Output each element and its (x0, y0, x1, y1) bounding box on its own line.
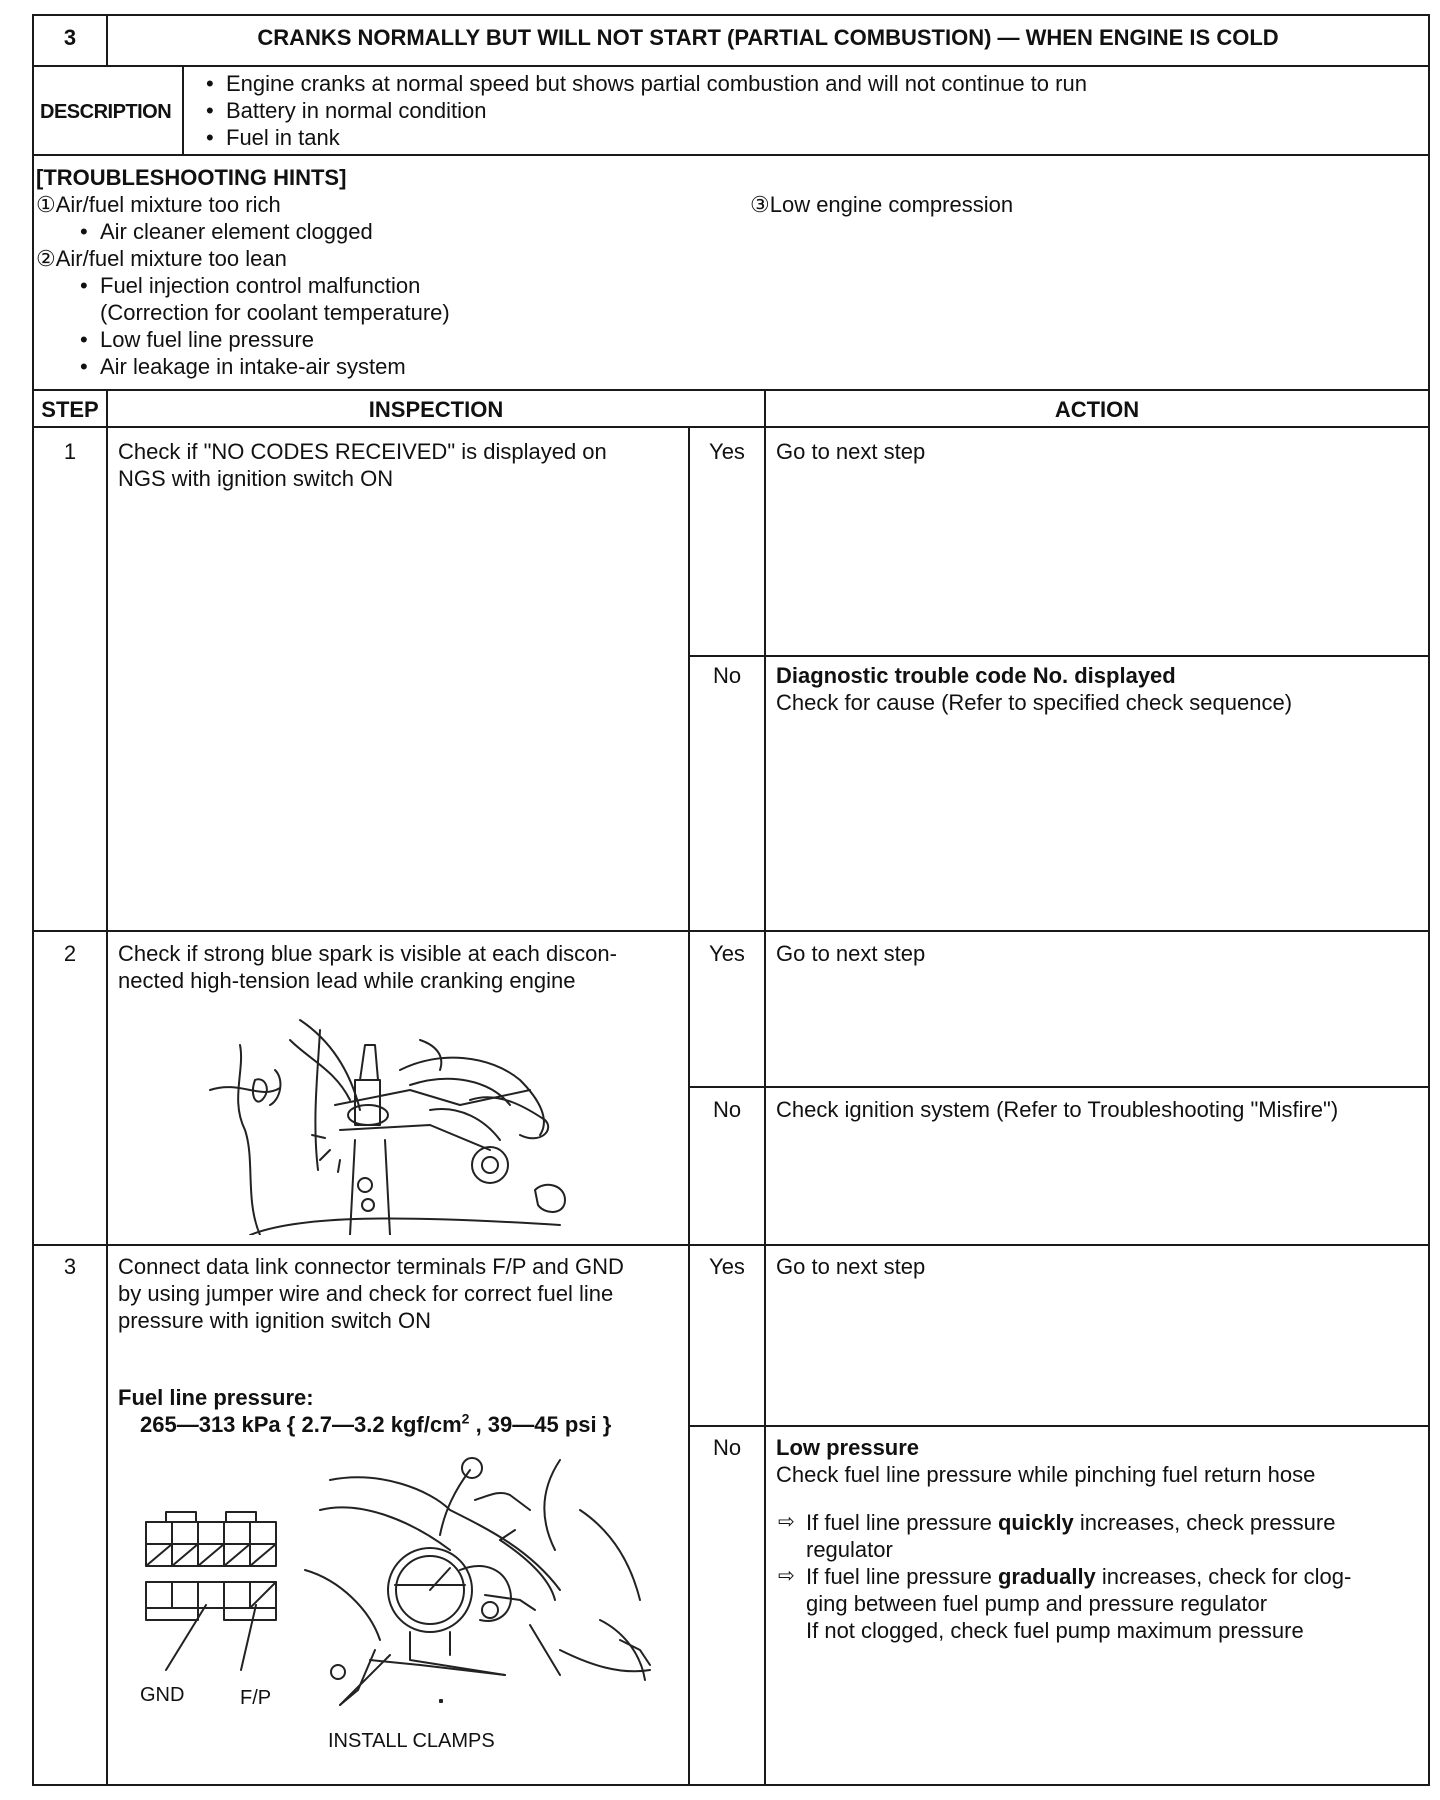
step-3-inspection: pressure with ignition switch ON (118, 1308, 432, 1333)
spec-value-b: , 39—45 psi } (469, 1412, 612, 1437)
hint-2: ②Air/fuel mixture too lean (36, 246, 287, 271)
hint-2-item: • Fuel injection control malfunction (100, 272, 420, 299)
hint-3: ③Low engine compression (750, 192, 1014, 217)
step-number: 1 (63, 439, 77, 464)
yes-label: Yes (709, 941, 745, 966)
description-item: • Battery in normal condition (226, 97, 486, 124)
step-2-inspection: Check if strong blue spark is visible at each discon- (118, 941, 617, 966)
gradual-increase-note (806, 1563, 1351, 1590)
fp-label: F/P (240, 1687, 272, 1709)
quick-increase-note-cont: regulator (806, 1537, 893, 1562)
gradual-increase-note-cont: If not clogged, check fuel pump maximum pressure (806, 1618, 1304, 1643)
step-number: 2 (63, 941, 77, 966)
gnd-label: GND (140, 1684, 185, 1706)
no-label: No (712, 663, 742, 688)
data-link-connector-diagram (136, 1510, 296, 1700)
step-3-inspection: Connect data link connector terminals F/P and GND (118, 1254, 624, 1279)
step-1-no-action-title: Diagnostic trouble code No. displayed (776, 663, 1176, 688)
step-1-inspection: Check if "NO CODES RECEIVED" is displayed on (118, 439, 607, 464)
step-3-yes-action: Go to next step (776, 1254, 926, 1279)
note-text: increases, check for clog- (1095, 1564, 1352, 1589)
fuel-pressure-gauge-illustration (300, 1450, 680, 1720)
note-text: increases, check pressure (1073, 1510, 1336, 1535)
step-3-inspection: by using jumper wire and check for correct fuel line (118, 1281, 614, 1306)
spec-value-a: 265—313 kPa { 2.7—3.2 kgf/cm (140, 1412, 462, 1437)
col-step-header: STEP (41, 397, 99, 422)
description-label: DESCRIPTION (40, 101, 172, 123)
section-number: 3 (63, 25, 77, 50)
note-text: If fuel line pressure (806, 1564, 998, 1589)
hint-2-item: • Low fuel line pressure (100, 326, 314, 353)
step-3-no-action: Check fuel line pressure while pinching fuel return hose (776, 1462, 1316, 1487)
install-clamps-label: INSTALL CLAMPS (328, 1730, 495, 1752)
note-emphasis: gradually (997, 1564, 1096, 1589)
hint-1-item: • Air cleaner element clogged (100, 218, 373, 245)
note-text: If fuel line pressure (806, 1510, 998, 1535)
col-inspection-header: INSPECTION (368, 397, 504, 422)
spec-superscript: 2 (461, 1410, 470, 1427)
col-action-header: ACTION (1054, 397, 1140, 422)
step-3-no-action-title: Low pressure (776, 1435, 920, 1460)
yes-label: Yes (709, 439, 745, 464)
step-2-inspection: nected high-tension lead while cranking engine (118, 968, 576, 993)
gradual-increase-note-cont: ging between fuel pump and pressure regulator (806, 1591, 1268, 1616)
no-label: No (712, 1435, 742, 1460)
step-number: 3 (63, 1254, 77, 1279)
note-emphasis: quickly (997, 1510, 1074, 1535)
hint-2-item: • Air leakage in intake-air system (100, 353, 406, 380)
section-title: CRANKS NORMALLY BUT WILL NOT START (PARTIAL COMBUSTION) — WHEN ENGINE IS COLD (257, 25, 1279, 50)
hint-1: ①Air/fuel mixture too rich (36, 192, 281, 217)
quick-increase-note (806, 1509, 1335, 1536)
spark-check-illustration (200, 1010, 580, 1235)
step-1-yes-action: Go to next step (776, 439, 926, 464)
step-1-inspection: NGS with ignition switch ON (118, 466, 394, 491)
fuel-pressure-spec-title: Fuel line pressure: (118, 1385, 314, 1410)
description-item: • Fuel in tank (226, 124, 340, 151)
hints-title: [TROUBLESHOOTING HINTS] (36, 165, 347, 190)
yes-label: Yes (709, 1254, 745, 1279)
hint-2-item-cont: (Correction for coolant temperature) (100, 300, 450, 325)
step-1-no-action: Check for cause (Refer to specified check sequence) (776, 690, 1293, 715)
no-label: No (712, 1097, 742, 1122)
description-item: • Engine cranks at normal speed but shows partial combustion and will not continue to run (226, 70, 1087, 97)
fuel-pressure-spec-value (140, 1411, 611, 1438)
step-2-yes-action: Go to next step (776, 941, 926, 966)
step-2-no-action: Check ignition system (Refer to Troubleshooting "Misfire") (776, 1097, 1339, 1122)
